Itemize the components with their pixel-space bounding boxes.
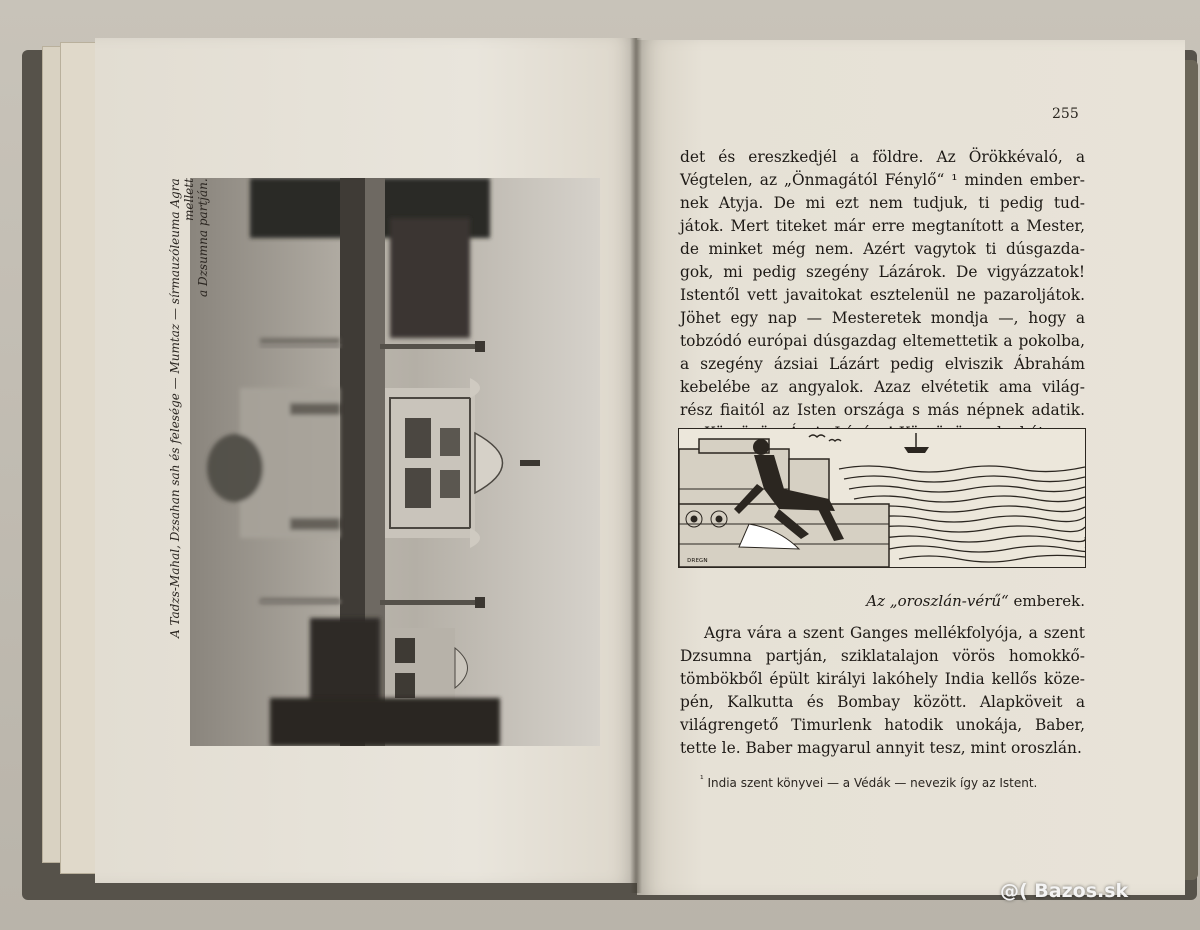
text-line: játok. Mert titeket már erre megtanított a Mester, [680, 217, 1085, 235]
text-line: világrengető Timurlenk hatodik unokája, Baber, [680, 716, 1085, 734]
text-line: nek Atyja. De mi ezt nem tudjuk, ti pedig tud- [680, 194, 1085, 212]
watermark: @( Bazos.sk [1000, 880, 1129, 902]
text-line: de minket még nem. Azért vagytok ti dúsgazda- [680, 240, 1085, 258]
text-line: Istentől vett javaitokat esztelenül ne pazaroljátok. [680, 286, 1085, 304]
text-line: rész fiaitól az Isten országa s más népnek adatik. [680, 401, 1085, 419]
book-gutter [630, 38, 642, 893]
text-line: kebelébe az angyalok. Azaz elvétetik ama világ- [680, 378, 1085, 396]
photo-caption-line-1: A Tadzs-Mahal, Dzsahan sah és felesége — Mumtaz — sírmauzóleuma Agra mellett [168, 178, 196, 638]
taj-mahal-photo [190, 178, 600, 746]
text-line: Dzsumna partján, sziklatalajon vörös homokkő- [680, 647, 1085, 665]
text-line: Végtelen, az „Önmagától Fénylő“ ¹ minden ember- [680, 171, 1085, 189]
footnote [700, 775, 1085, 790]
illustration-caption [680, 592, 1085, 610]
illustration-caption-italic: Az „oroszlán-vérű“ [866, 592, 1009, 610]
illustration-caption-rest: emberek. [1008, 592, 1085, 610]
text-line: Jöhet egy nap — Mesteretek mondja —, hogy a [680, 309, 1085, 327]
text-line: det és ereszkedjél a földre. Az Örökkévaló, a [680, 148, 1085, 166]
photo-caption [168, 178, 210, 658]
footnote-mark: ¹ [700, 775, 704, 785]
text-line: tette le. Baber magyarul annyit tesz, mint oroszlán. [680, 739, 1082, 757]
text-line: gok, mi pedig szegény Lázárok. De vigyázzatok! [680, 263, 1085, 281]
footnote-text: India szent könyvei — a Védák — nevezik így az Istent. [707, 776, 1038, 790]
text-line: pén, Kalkutta és Bombay között. Alapköveit a [680, 693, 1085, 711]
paragraph-2 [680, 622, 1085, 760]
text-line: Agra vára a szent Ganges mellékfolyója, a szent [704, 624, 1085, 642]
photo-caption-line-2: a Dzsumna partján. [196, 178, 210, 297]
text-line: a szegény ázsiai Lázárt pedig elviszik Ábrahám [680, 355, 1085, 373]
river-illustration [678, 428, 1086, 568]
text-line: tömbökből épült királyi lakóhely India kellős köze- [680, 670, 1085, 688]
text-line: tobzódó európai dúsgazdag eltemettetik a pokolba, [680, 332, 1085, 350]
paragraph-1 [680, 146, 1085, 445]
page-number: 255 [1052, 106, 1079, 122]
svg-text:ᴅʀᴇɢɴ: ᴅʀᴇɢɴ [687, 556, 708, 564]
